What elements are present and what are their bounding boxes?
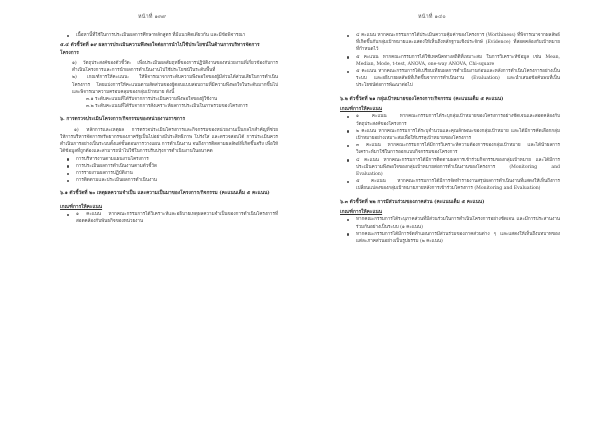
list-item: ๔ คะแนน หากคณะกรรมการได้ประเมินความคุ้มค่าของโครงการ (Worthiness) ที่พิจารณาจากผลลัพธ์ที่เกิดขึ้นกับกลุ่มเป้าหมายและแสดงให้เห็นถึงหลักฐานเชิงประจักษ์ (Evidence) ที่สอดคล้องกับเป้าหมายที่กำหนดไว้ xyxy=(356,32,560,54)
bullet-dot-icon xyxy=(67,180,69,182)
list-item: การบริหารงานตามแผนงานโครงการ xyxy=(76,156,278,163)
score-bullet-list-3 xyxy=(340,216,560,245)
list-item: การติดตามและประเมินผลการดำเนินงาน xyxy=(76,177,278,184)
section-heading-5-4: ๕.๔ ตัวชี้วัดที่ ๑๙ ผลการประเมินความพึงพอใจต่อการนำไปใช้ประโยชน์ในด้านการบริหารจัดการโครงการ xyxy=(60,42,260,56)
bullet-dot-icon xyxy=(347,159,349,161)
bullet-dot-icon xyxy=(347,56,349,58)
paragraph-criteria-item-2: ๓.๒ ระดับคะแนนที่ได้รับจากการสังเคราะห์ผลการประเมินในภาพรวมของโครงการ xyxy=(86,104,248,110)
page-header-right: หน้าที่ ๑๔๐ xyxy=(418,14,446,20)
bullet-dot-icon xyxy=(67,214,69,216)
criteria-heading: เกณฑ์การให้คะแนน xyxy=(340,106,383,113)
criteria-heading: เกณฑ์การให้คะแนน xyxy=(60,203,103,210)
bullet-dot-icon xyxy=(347,71,349,73)
bullet-dot-icon xyxy=(347,219,349,221)
bullet-dot-icon xyxy=(67,35,69,37)
paragraph-rationale: ๑) หลักการและเหตุผล การตรวจประเมินโครงการและกิจกรรมของหน่วยงานเป็นกลไกสำคัญที่ช่วยให้การบริหารจัดการทรัพยากรของภาครัฐเป็นไปอย่างมีประสิทธิภาพ โปร่งใส และตรวจสอบได้ การประเมินควรดำเนินการอย่างเป็นระบบตั้งแต่ขั้นตอนการวางแผน การดำเนินงาน จนถึงการติดตามผลลัพธ์ที่เกิดขึ้นจริง เพื่อให้ได้ข้อมูลที่ถูกต้องและสามารถนำไปใช้ในการปรับปรุงการดำเนินงานในอนาคต xyxy=(60,127,278,155)
paragraph-criteria: ๒) เกณฑ์การให้คะแนน: ให้พิจารณาจากระดับความพึงพอใจของผู้มีส่วนได้ส่วนเสียในการดำเนินโครงการ โดยแบ่งการให้คะแนนตามสัดส่วนของผู้ตอบแบบสอบถามที่มีความพึงพอใจในระดับมากขึ้นไป และพิจารณาความครอบคลุมของกลุ่มเป้าหมาย ดังนี้ xyxy=(72,75,278,95)
evaluation-bullet-list xyxy=(60,156,278,185)
list-item: ๓ คะแนน หากคณะกรรมการได้มีการวิเคราะห์ความต้องการของกลุ่มเป้าหมาย และได้นำผลการวิเคราะห์มาใช้ในการออกแบบกิจกรรมของโครงการ xyxy=(356,142,560,156)
list-item: ๒ คะแนน หากคณะกรรมการได้ระบุจำนวนและคุณลักษณะของกลุ่มเป้าหมาย และได้มีการคัดเลือกกลุ่มเป้าหมายอย่างเหมาะสมเพื่อให้บรรลุเป้าหมายของโครงการ xyxy=(356,128,560,142)
criteria-heading: เกณฑ์การให้คะแนน xyxy=(340,209,383,216)
list-item: ๕ คะแนน หากคณะกรรมการได้มีการจัดทำรายงานสรุปผลการดำเนินงานที่แสดงให้เห็นถึงการเปลี่ยนแปลงของกลุ่มเป้าหมายภายหลังการเข้าร่วมโครงการ (Monitoring and Evaluation) xyxy=(356,178,560,192)
bullet-dot-icon xyxy=(347,233,349,235)
page-header-left: หน้าที่ ๑๓๙ xyxy=(138,14,167,20)
list-item: ๕ คะแนน หากคณะกรรมการได้ใช้เทคนิคทางสถิติที่เหมาะสม ในการวิเคราะห์ข้อมูล เช่น Mean, Median, Mode, t-test, ANOVA, one-way ANOVA, Chi-square xyxy=(356,54,560,68)
list-item: หากคณะกรรมการได้มีการจัดทำแผนการมีส่วนร่วมของภาคส่วนต่าง ๆ และแสดงให้เห็นถึงบทบาทของแต่ละภาคส่วนอย่างเป็นรูปธรรม (๒ คะแนน) xyxy=(356,231,560,245)
bullet-dot-icon xyxy=(347,145,349,147)
list-item: ๑ คะแนน หากคณะกรรมการได้วิเคราะห์และอธิบายเหตุผลความจำเป็นของการดำเนินโครงการที่สอดคล้องกับพันธกิจของหน่วยงาน xyxy=(76,211,278,225)
list-item: การประเมินผลการดำเนินงานตามตัวชี้วัด xyxy=(76,163,278,170)
bullet-dot-icon xyxy=(347,116,349,118)
bullet-dot-icon xyxy=(347,130,349,132)
section-heading-6: ๖. การตรวจประเมินโครงการ/กิจกรรมของหน่วยงานราชการ xyxy=(60,116,186,123)
section-heading-6-3: ๖.๓ ตัวชี้วัดที่ ๒๒ การมีส่วนร่วมของภาคส่วน (คะแนนเต็ม ๕ คะแนน) xyxy=(340,198,485,205)
list-item: ๕ คะแนน หากคณะกรรมการได้เปรียบเทียบผลการดำเนินงานก่อนและหลังการดำเนินโครงการอย่างเป็นระบบ และอธิบายผลลัพธ์ที่เกิดขึ้นจากการดำเนินงาน (Evaluation) และนำเสนอข้อค้นพบที่เป็นประโยชน์ต่อการพัฒนาต่อไป xyxy=(356,68,560,90)
list-item: การรายงานผลการปฏิบัติงาน xyxy=(76,170,278,177)
bullet-dot-icon xyxy=(67,165,69,167)
paragraph-criteria-item-1: ๓.๑ ระดับคะแนนที่ได้รับจากการประเมินความพึงพอใจของผู้ใช้งาน xyxy=(86,97,218,103)
score-bullet-list-1 xyxy=(340,32,560,90)
top-bullet-list xyxy=(60,32,278,39)
bullet-dot-icon xyxy=(67,173,69,175)
bullet-dot-icon xyxy=(347,181,349,183)
list-item: หากคณะกรรมการได้ระบุภาคส่วนที่มีส่วนร่วมในการดำเนินโครงการอย่างชัดเจน และมีการประสานงานร่วมกันอย่างเป็นระบบ (๑ คะแนน) xyxy=(356,216,560,230)
list-item: เนื้อหานี้ที่ใช้ในการประเมินผลการศึกษาหลักสูตร ที่มีแนวคิดเดียวกัน และมีข้อพิจารณา xyxy=(76,32,278,39)
criteria-bullet-list xyxy=(60,211,278,225)
bullet-dot-icon xyxy=(67,158,69,160)
right-page xyxy=(300,0,600,424)
bullet-dot-icon xyxy=(347,35,349,37)
paragraph-objective: ๑) วัตถุประสงค์ของตัวชี้วัด: เพื่อประเมินผลสัมฤทธิ์ของการปฏิบัติงานของหน่วยงานที่เกี่ยวข้องกับการดำเนินโครงการและการนำผลการดำเนินงานไปใช้ประโยชน์ในระดับพื้นที่ xyxy=(72,61,278,74)
section-heading-6-1: ๖.๑ ตัวชี้วัดที่ ๒๐ เหตุผลความจำเป็น และความเป็นมาของโครงการ/กิจกรรม (คะแนนเต็ม ๕ คะแนน) xyxy=(60,190,270,197)
score-bullet-list-2 xyxy=(340,113,560,192)
list-item: ๔ คะแนน หากคณะกรรมการได้มีการติดตามผลการเข้าร่วมกิจกรรมของกลุ่มเป้าหมาย และได้มีการประเมินความพึงพอใจของกลุ่มเป้าหมายต่อการดำเนินงานของโครงการ (Monitoring and Evaluation) xyxy=(356,157,560,179)
list-item: ๑ คะแนน หากคณะกรรมการได้ระบุกลุ่มเป้าหมายของโครงการอย่างชัดเจนและสอดคล้องกับวัตถุประสงค์ของโครงการ xyxy=(356,113,560,127)
section-heading-6-2: ๖.๒ ตัวชี้วัดที่ ๒๑ กลุ่มเป้าหมายของโครงการ/กิจกรรม (คะแนนเต็ม ๕ คะแนน) xyxy=(340,95,504,102)
